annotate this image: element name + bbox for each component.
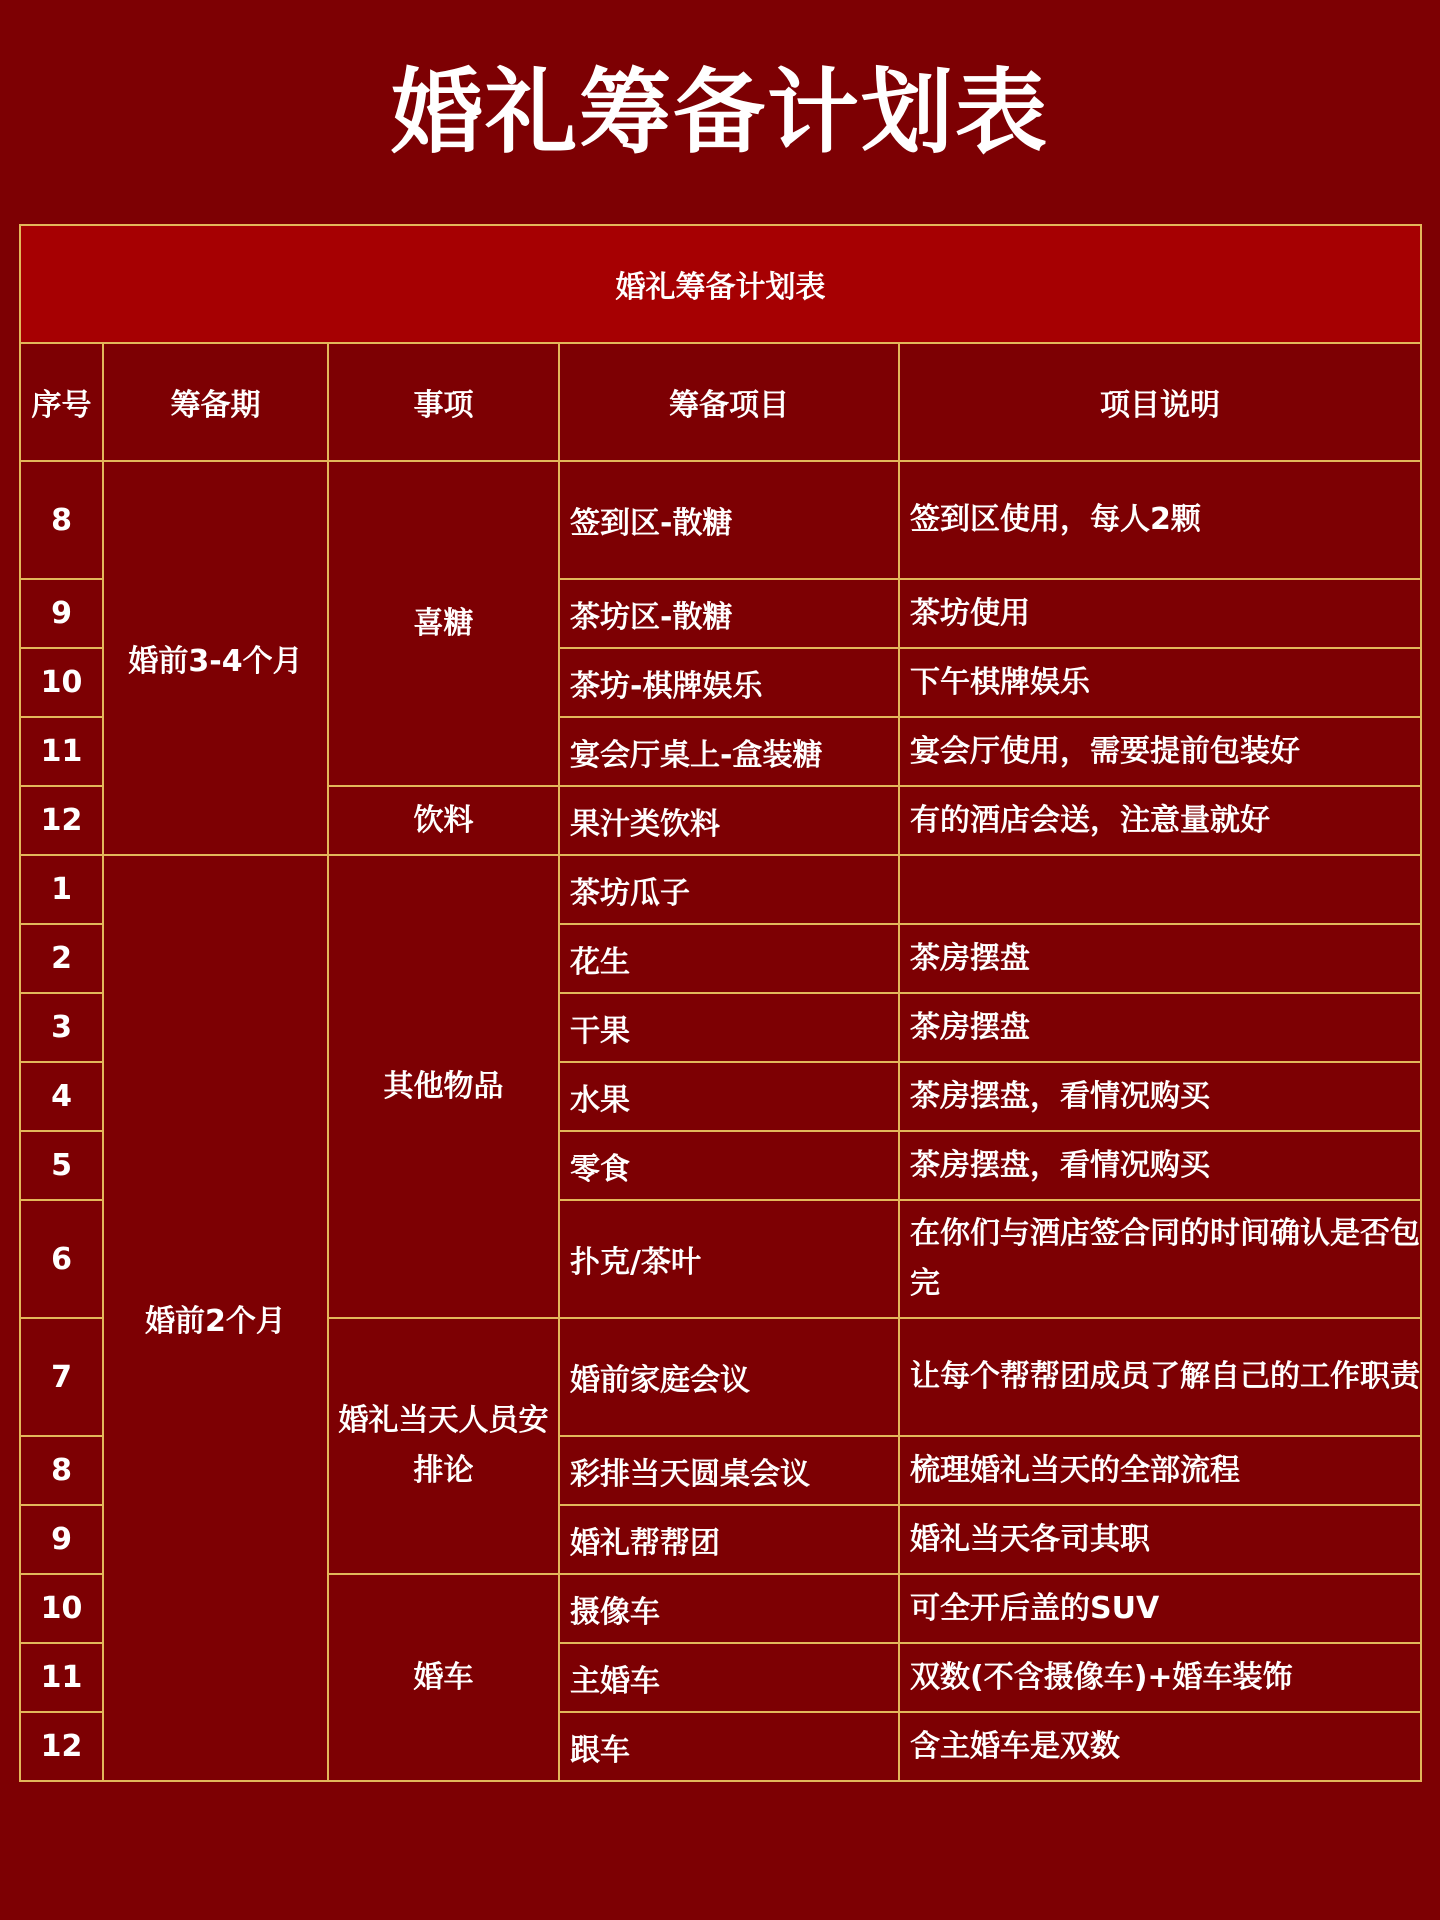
table-banner: 婚礼筹备计划表 (20, 225, 1421, 343)
matter-cell: 饮料 (328, 786, 559, 855)
item-cell: 茶坊瓜子 (559, 855, 899, 924)
row-number: 12 (20, 786, 103, 855)
header-num: 序号 (20, 343, 103, 461)
row-number: 2 (20, 924, 103, 993)
table-row (20, 461, 1421, 579)
matter-cell: 婚车 (328, 1574, 559, 1781)
header-matter: 事项 (328, 343, 559, 461)
table-row (20, 855, 1421, 924)
item-cell: 婚礼帮帮团 (559, 1505, 899, 1574)
row-number: 9 (20, 1505, 103, 1574)
desc-cell: 梳理婚礼当天的全部流程 (899, 1436, 1421, 1505)
row-number: 10 (20, 648, 103, 717)
desc-cell: 宴会厅使用，需要提前包装好 (899, 717, 1421, 786)
item-cell: 彩排当天圆桌会议 (559, 1436, 899, 1505)
item-cell: 摄像车 (559, 1574, 899, 1643)
row-number: 7 (20, 1318, 103, 1436)
desc-cell: 下午棋牌娱乐 (899, 648, 1421, 717)
desc-cell: 含主婚车是双数 (899, 1712, 1421, 1781)
row-number: 4 (20, 1062, 103, 1131)
item-cell: 零食 (559, 1131, 899, 1200)
header-period: 筹备期 (103, 343, 328, 461)
item-cell: 花生 (559, 924, 899, 993)
matter-cell: 婚礼当天人员安排论 (328, 1318, 559, 1574)
desc-cell: 茶房摆盘，看情况购买 (899, 1131, 1421, 1200)
row-number: 5 (20, 1131, 103, 1200)
desc-cell: 茶坊使用 (899, 579, 1421, 648)
item-cell: 跟车 (559, 1712, 899, 1781)
desc-cell: 茶房摆盘，看情况购买 (899, 1062, 1421, 1131)
desc-cell: 婚礼当天各司其职 (899, 1505, 1421, 1574)
desc-cell (899, 855, 1421, 924)
item-cell: 果汁类饮料 (559, 786, 899, 855)
item-cell: 茶坊-棋牌娱乐 (559, 648, 899, 717)
item-cell: 签到区-散糖 (559, 461, 899, 579)
desc-cell: 让每个帮帮团成员了解自己的工作职责 (899, 1318, 1421, 1436)
row-number: 10 (20, 1574, 103, 1643)
period-cell: 婚前2个月 (103, 855, 328, 1781)
item-cell: 主婚车 (559, 1643, 899, 1712)
row-number: 6 (20, 1200, 103, 1318)
page-title: 婚礼筹备计划表 (390, 59, 1049, 166)
desc-cell: 双数(不含摄像车)+婚车装饰 (899, 1643, 1421, 1712)
row-number: 12 (20, 1712, 103, 1781)
wedding-plan-table (19, 224, 1422, 1782)
item-cell: 婚前家庭会议 (559, 1318, 899, 1436)
period-cell: 婚前3-4个月 (103, 461, 328, 855)
desc-cell: 茶房摆盘 (899, 924, 1421, 993)
row-number: 8 (20, 461, 103, 579)
item-cell: 宴会厅桌上-盒装糖 (559, 717, 899, 786)
item-cell: 水果 (559, 1062, 899, 1131)
row-number: 11 (20, 1643, 103, 1712)
row-number: 11 (20, 717, 103, 786)
desc-cell: 茶房摆盘 (899, 993, 1421, 1062)
desc-cell: 可全开后盖的SUV (899, 1574, 1421, 1643)
item-cell: 茶坊区-散糖 (559, 579, 899, 648)
table-header-row (20, 343, 1421, 461)
desc-cell: 签到区使用，每人2颗 (899, 461, 1421, 579)
matter-cell: 喜糖 (328, 461, 559, 786)
desc-cell: 在你们与酒店签合同的时间确认是否包完 (899, 1200, 1421, 1318)
matter-cell: 其他物品 (328, 855, 559, 1318)
item-cell: 干果 (559, 993, 899, 1062)
item-cell: 扑克/茶叶 (559, 1200, 899, 1318)
header-item: 筹备项目 (559, 343, 899, 461)
row-number: 3 (20, 993, 103, 1062)
row-number: 8 (20, 1436, 103, 1505)
desc-cell: 有的酒店会送，注意量就好 (899, 786, 1421, 855)
row-number: 1 (20, 855, 103, 924)
row-number: 9 (20, 579, 103, 648)
header-desc: 项目说明 (899, 343, 1421, 461)
